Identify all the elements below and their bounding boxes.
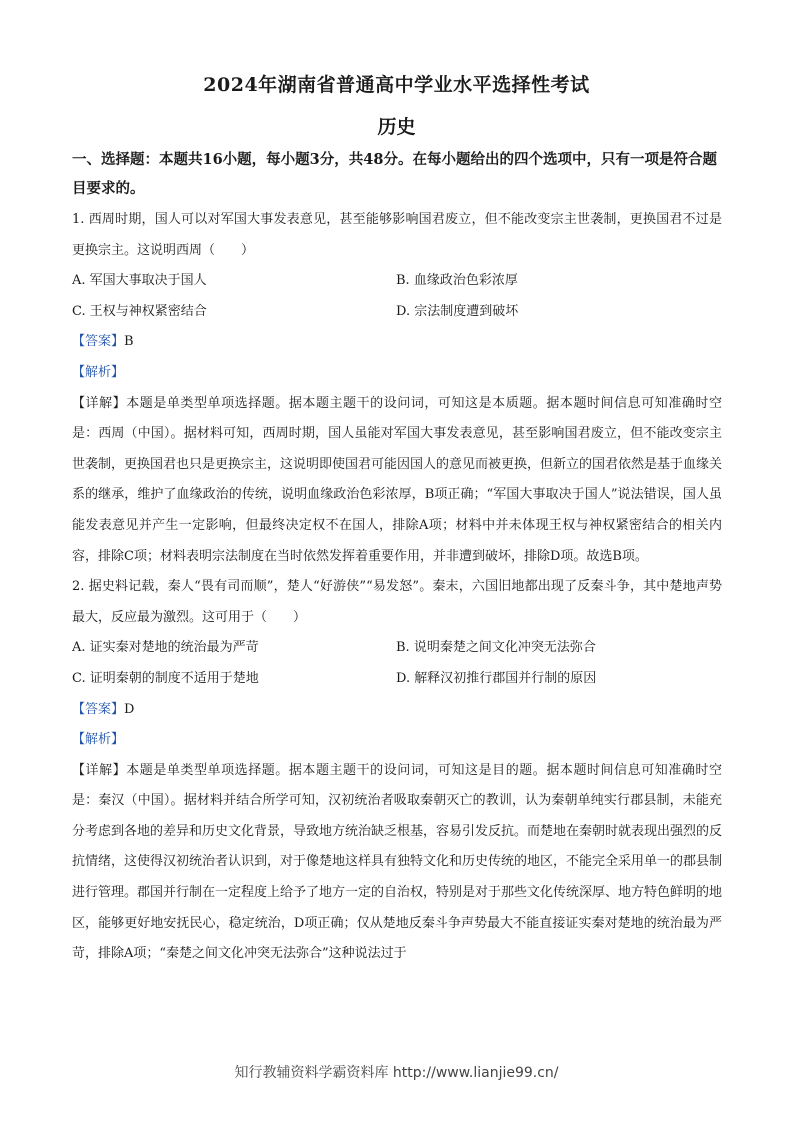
detail-tag: 【详解】 (72, 395, 127, 411)
section-heading: 一、选择题：本题共16小题，每小题3分，共48分。在每小题给出的四个选项中，只有一项是符合题目要求的。 (72, 151, 717, 197)
question-2-answer (72, 695, 722, 726)
question-1-analysis (72, 358, 722, 389)
question-1-options (72, 266, 722, 327)
question-1-option-a: A. 军国大事取决于国人 (72, 273, 207, 289)
question-1-stem: 1. 西周时期，国人可以对军国大事发表意见，甚至能够影响国君废立，但不能改变宗主世袭制，更换国君不过是更换宗主。这说明西周（ ） (72, 212, 722, 258)
detail-tag: 【详解】 (72, 762, 127, 778)
answer-value: D (124, 701, 135, 717)
question-1 (72, 205, 722, 572)
question-2-options (72, 633, 722, 694)
question-2-option-b: B. 说明秦楚之间文化冲突无法弥合 (396, 640, 596, 656)
exam-title: 2024年湖南省普通高中学业水平选择性考试 (203, 74, 590, 96)
answer-tag: 【答案】 (72, 334, 125, 350)
question-2-detail (72, 756, 722, 970)
detail-text: 本题是单类型单项选择题。据本题主题干的设问词，可知这是目的题。据本题时间信息可知准确时空是：秦汉（中国）。据材料并结合所学可知，汉初统治者吸取秦朝灭亡的教训，认为秦朝单纯实行郡县制，未能充分考虑到各地的差异和历史文化背景，导致地方统治缺乏根基，容易引发反抗。而楚地在秦朝时就表现出强烈的反抗情绪，这使得汉初统治者认识到，对于像楚地这样具有独特文化和历史传统的地区，不能完全采用单一的郡县制进行管理。郡国并行制在一定程度上给予了地方一定的自治权，特别是对于那些文化传统深厚、地方特色鲜明的地区，能够更好地安抚民心，稳定统治，D项正确；仅从楚地反秦斗争声势最大不能直接证实秦对楚地的统治最为严苛，排除A项；“秦楚之间文化冲突无法弥合”这种说法过于 (72, 762, 723, 962)
exam-subject: 历史 (377, 116, 416, 138)
question-2 (72, 572, 722, 970)
question-2-analysis (72, 725, 722, 756)
question-1-option-b: B. 血缘政治色彩浓厚 (396, 273, 518, 289)
answer-tag: 【答案】 (72, 701, 125, 717)
question-2-stem: 2. 据史料记载，秦人“畏有司而顺”，楚人“好游侠”“易发怒”。秦末，六国旧地都出现了反秦斗争，其中楚地声势最大，反应最为激烈。这可用于（ ） (72, 579, 722, 625)
question-2-option-d: D. 解释汉初推行郡国并行制的原因 (396, 670, 597, 686)
answer-value: B (124, 334, 134, 350)
document-body (72, 145, 722, 970)
question-1-answer (72, 327, 722, 358)
question-2-option-a: A. 证实秦对楚地的统治最为严苛 (72, 640, 259, 656)
question-1-option-c: C. 王权与神权紧密结合 (72, 303, 207, 319)
footer-watermark: 知行教辅资料学霸资料库 http://www.lianjie99.cn/ (234, 1065, 559, 1081)
analysis-tag: 【解析】 (72, 732, 125, 748)
analysis-tag: 【解析】 (72, 364, 125, 380)
question-1-option-d: D. 宗法制度遭到破坏 (396, 303, 519, 319)
detail-text: 本题是单类型单项选择题。据本题主题干的设问词，可知这是本质题。据本题时间信息可知准确时空是：西周（中国）。据材料可知，西周时期，国人虽能对军国大事发表意见，甚至影响国君废立，但不能改变宗主世袭制，更换国君也只是更换宗主，这说明即使国君可能因国人的意见而被更换，但新立的国君依然是基于血缘关系的继承，维护了血缘政治的传统，说明血缘政治色彩浓厚，B项正确；“军国大事取决于国人”说法错误，国人虽能发表意见并产生一定影响，但最终决定权不在国人，排除A项；材料中并未体现王权与神权紧密结合的相关内容，排除C项；材料表明宗法制度在当时依然发挥着重要作用，并非遭到破坏，排除D项。故选B项。 (72, 395, 723, 564)
question-2-option-c: C. 证明秦朝的制度不适用于楚地 (72, 670, 259, 686)
question-1-detail (72, 389, 722, 573)
